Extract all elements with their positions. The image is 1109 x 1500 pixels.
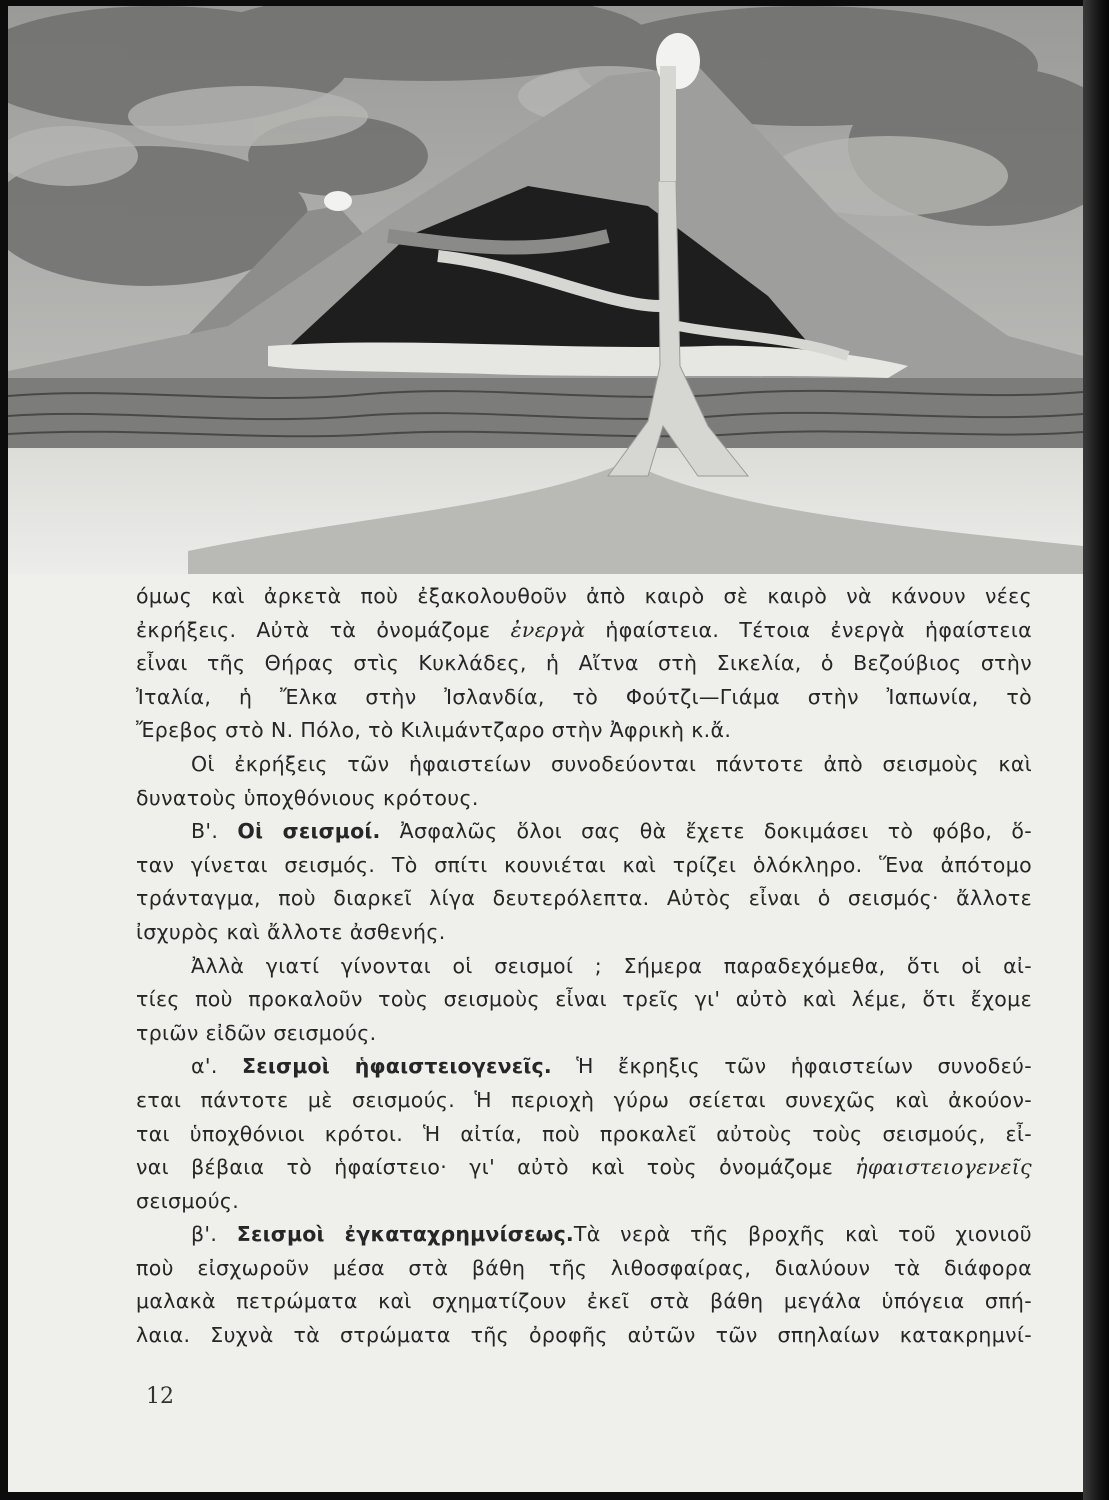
text-line xyxy=(136,1252,1032,1286)
text-line xyxy=(136,1319,1032,1353)
text-run: ἐκρήξεις. Αὐτὰ τὰ ὀνομάζομε xyxy=(136,617,511,642)
text-run: Οἱ ἐκρήξεις τῶν ἡφαιστείων συνοδεύονται πάντοτε ἀπὸ σεισμοὺς καὶ xyxy=(191,751,1032,776)
text-line xyxy=(136,1118,1032,1152)
text-run: Ἀσφαλῶς ὅλοι σας θὰ ἔχετε δοκιμάσει τὸ φόβο, ὅ- xyxy=(380,819,1032,844)
text-run: εται πάντοτε μὲ σεισμούς. Ἡ περιοχὴ γύρω σείεται συνεχῶς καὶ ἀκούον- xyxy=(136,1087,1032,1112)
text-run: α'. xyxy=(191,1054,243,1079)
text-line xyxy=(136,815,1032,849)
body-text xyxy=(136,580,1032,1353)
text-run: Τὰ νερὰ τῆς βροχῆς καὶ τοῦ χιονιοῦ xyxy=(573,1222,1032,1247)
text-line xyxy=(136,614,1032,648)
text-run: τριῶν εἰδῶν σεισμούς. xyxy=(136,1020,377,1045)
section-heading: Σεισμοὶ ἡφαιστειογενεῖς. xyxy=(242,1054,552,1079)
text-line xyxy=(136,1017,1032,1051)
section-heading: Σεισμοὶ ἐγκαταχρημνίσεως. xyxy=(236,1222,574,1247)
text-run: Ἀλλὰ γιατί γίνονται οἱ σεισμοί ; Σήμερα παραδεχόμεθα, ὅτι οἱ αἰ- xyxy=(191,953,1032,978)
text-run: ναι βέβαια τὸ ἡφαίστειο· γι' αὐτὸ καὶ τοὺς ὀνομάζομε xyxy=(136,1155,856,1180)
text-run: β'. xyxy=(191,1222,237,1247)
text-line xyxy=(136,983,1032,1017)
volcano-illustration xyxy=(8,6,1083,574)
text-line xyxy=(136,849,1032,883)
text-run: τράνταγμα, ποὺ διαρκεῖ λίγα δευτερόλεπτα. Αὐτὸς εἶναι ὁ σεισμός· ἄλλοτε xyxy=(136,886,1032,911)
text-run: σεισμούς. xyxy=(136,1188,240,1213)
text-run: ται ὑποχθόνιοι κρότοι. Ἡ αἰτία, ποὺ προκαλεῖ αὐτοὺς τοὺς σεισμούς, εἶ- xyxy=(136,1121,1032,1146)
text-line xyxy=(136,681,1032,715)
text-run: Ἔρεβος στὸ Ν. Πόλο, τὸ Κιλιμάντζαρο στὴν Ἀφρικὴ κ.ἄ. xyxy=(136,718,732,743)
italic-term: ἐνεργὰ xyxy=(510,617,586,642)
text-line xyxy=(136,782,1032,816)
volcano-cross-section-icon xyxy=(8,6,1083,574)
text-run: ταν γίνεται σεισμός. Τὸ σπίτι κουνιέται καὶ τρίζει ὁλόκληρο. Ἕνα ἀπότομο xyxy=(136,852,1032,877)
text-line xyxy=(136,882,1032,916)
text-run: ἡφαίστεια. Τέτοια ἐνεργὰ ἡφαίστεια xyxy=(585,617,1032,642)
text-run: ἰσχυρὸς καὶ ἄλλοτε ἀσθενής. xyxy=(136,919,446,944)
text-line xyxy=(136,1151,1032,1185)
text-run: ποὺ εἰσχωροῦν μέσα στὰ βάθη τῆς λιθοσφαίρας, διαλύουν τὰ διάφορα xyxy=(136,1255,1032,1280)
text-run: Ἰταλία, ἡ Ἔλκα στὴν Ἰσλανδία, τὸ Φούτζι—Γιάμα στὴν Ἰαπωνία, τὸ xyxy=(136,684,1032,709)
text-run: τίες ποὺ προκαλοῦν τοὺς σεισμοὺς εἶναι τρεῖς γι' αὐτὸ καὶ λέμε, ὅτι ἔχομε xyxy=(136,987,1032,1012)
text-line xyxy=(136,1185,1032,1219)
text-line xyxy=(136,1050,1032,1084)
italic-term: ἡφαιστειογενεῖς xyxy=(855,1155,1032,1180)
text-line xyxy=(136,580,1032,614)
book-binding-edge xyxy=(1083,0,1109,1500)
text-line xyxy=(136,647,1032,681)
text-line xyxy=(136,714,1032,748)
text-run: Ἡ ἔκρηξις τῶν ἡφαιστείων συνοδεύ- xyxy=(551,1054,1032,1079)
text-run: μαλακὰ πετρώματα καὶ σχηματίζουν ἐκεῖ στὰ βάθη μεγάλα ὑπόγεια σπή- xyxy=(136,1289,1032,1314)
text-line xyxy=(136,1084,1032,1118)
text-run: Β'. xyxy=(191,819,238,844)
text-line xyxy=(136,1285,1032,1319)
text-line xyxy=(136,748,1032,782)
text-run: δυνατοὺς ὑποχθόνιους κρότους. xyxy=(136,785,479,810)
text-run: εἶναι τῆς Θήρας στὶς Κυκλάδες, ἡ Αἴτνα στὴ Σικελία, ὁ Βεζούβιος στὴν xyxy=(136,651,1032,676)
page-number: 12 xyxy=(146,1384,174,1409)
text-run: λαια. Συχνὰ τὰ στρώματα τῆς ὀροφῆς αὐτῶν τῶν σπηλαίων κατακρημνί- xyxy=(136,1323,1032,1348)
text-line xyxy=(136,950,1032,984)
text-line xyxy=(136,1218,1032,1252)
section-heading: Οἱ σεισμοί. xyxy=(237,819,381,844)
text-run: όμως καὶ ἀρκετὰ ποὺ ἐξακολουθοῦν ἀπὸ καιρὸ σὲ καιρὸ νὰ κάνουν νέες xyxy=(136,584,1032,608)
text-line xyxy=(136,916,1032,950)
book-page xyxy=(8,6,1083,1492)
